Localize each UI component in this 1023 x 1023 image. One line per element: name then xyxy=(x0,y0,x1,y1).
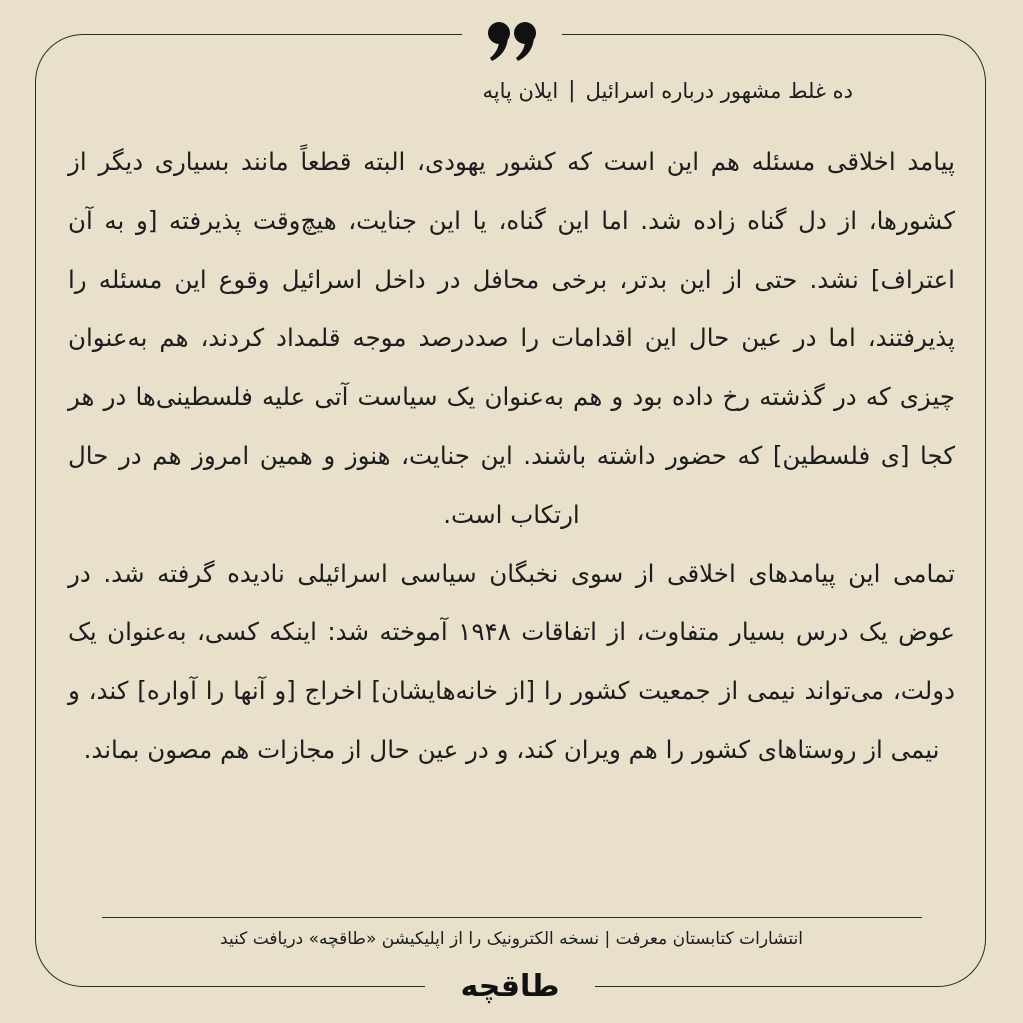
header-separator: | xyxy=(568,78,576,103)
footer-divider xyxy=(102,917,922,918)
author-name: ایلان پاپه xyxy=(482,78,559,103)
publisher-footer: انتشارات کتابستان معرفت | نسخه الکترونیک را از اپلیکیشن «طاقچه» دریافت کنید xyxy=(220,929,803,949)
paragraph-2: تمامی این پیامدهای اخلاقی از سوی نخبگان سیاسی اسرائیلی نادیده گرفته شد. در عوض یک درس بسیار متفاوت، از اتفاقات ۱۹۴۸ آموخته شد: اینکه کسی، به‌عنوان یک دولت، می‌تواند نیمی از جمعیت کشور را [از خانه‌هایشان] اخراج [و آنها را آواره] کند، و نیمی از روستاهای کشور را هم ویران کند، و در عین حال از مجازات هم مصون بماند. xyxy=(68,558,955,764)
taaghche-logo: طاقچه xyxy=(460,968,560,1004)
quote-icon xyxy=(482,16,542,66)
book-header xyxy=(483,78,853,103)
paragraph-1: پیامد اخلاقی مسئله هم این است که کشور یهودی، البته قطعاً مانند بسیاری دیگر از کشورها، از دل گناه زاده شد. اما این گناه، یا این جنایت، هیچ‌وقت پذیرفته [و به آن اعتراف] نشد. حتی از این بدتر، برخی محافل در داخل اسرائیل وقوع این مسئله را پذیرفتند، اما در عین حال این اقدامات را صددرصد موجه قلمداد کردند، هم به‌عنوان چیزی که در گذشته رخ داده بود و هم به‌عنوان یک سیاست آتی علیه فلسطینی‌ها در هر کجا [ی فلسطین] که حضور داشته باشند. این جنایت، هنوز و همین امروز هم در حال ارتکاب است. xyxy=(68,147,955,529)
quote-body xyxy=(68,133,955,780)
book-title: ده غلط مشهور درباره اسرائیل xyxy=(585,78,853,103)
